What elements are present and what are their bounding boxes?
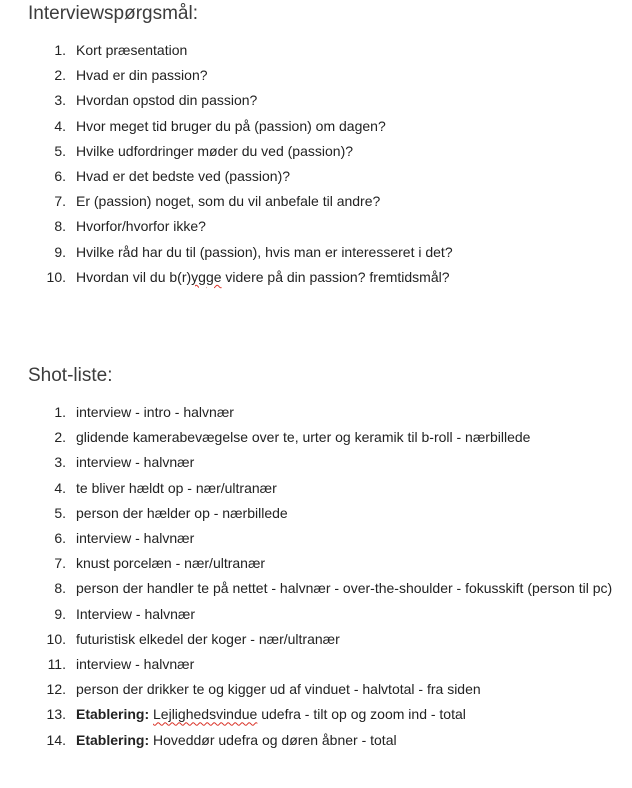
item-text: person der drikker te og kigger ud af vinduet - halvtotal - fra siden <box>76 681 481 698</box>
spellcheck-flagged-word[interactable]: Lejlighedsvindue <box>153 706 258 723</box>
item-number: 6. <box>54 168 66 185</box>
item-text: Hvordan opstod din passion? <box>76 92 258 109</box>
item-text: Hvilke udfordringer møder du ved (passion)? <box>76 142 354 159</box>
item-text: Hvor meget tid bruger du på (passion) om dagen? <box>76 117 386 134</box>
item-text: person der handler te på nettet - halvnær - over-the-shoulder - fokusskift (person til pc) <box>76 580 613 597</box>
spellcheck-flagged-word[interactable]: ygge <box>191 268 222 285</box>
item-text: Kort præsentation <box>76 42 188 58</box>
list-item <box>0 63 632 88</box>
item-bold-label: Etablering: <box>76 706 150 723</box>
list-item <box>0 265 632 290</box>
item-number: 4. <box>54 117 66 134</box>
list-item <box>0 189 632 214</box>
item-number: 10. <box>46 630 66 647</box>
item-text: Er (passion) noget, som du vil anbefale til andre? <box>76 193 381 210</box>
item-number: 5. <box>54 142 66 159</box>
item-text <box>76 265 620 290</box>
item-text: Interview - halvnær <box>76 605 196 622</box>
item-number: 10. <box>46 268 66 285</box>
item-text-rest: Hoveddør udefra og døren åbner - total <box>149 731 397 748</box>
item-text: interview - halvnær <box>76 530 195 547</box>
item-number: 13. <box>46 706 66 723</box>
shot-list <box>0 400 632 753</box>
item-number: 3. <box>54 92 66 109</box>
item-number: 6. <box>54 530 66 547</box>
list-item <box>0 576 632 601</box>
shot-list-heading: Shot-liste: <box>28 365 113 386</box>
item-text <box>76 702 620 727</box>
item-number: 11. <box>47 656 66 673</box>
list-item <box>0 652 632 677</box>
list-item <box>0 139 632 164</box>
list-item <box>0 551 632 576</box>
item-text: Hvorfor/hvorfor ikke? <box>76 218 206 235</box>
list-item <box>0 476 632 501</box>
item-text-after: videre på din passion? fremtidsmål? <box>221 268 450 285</box>
item-bold-label: Etablering: <box>76 731 150 748</box>
list-item <box>0 400 632 425</box>
list-item <box>0 240 632 265</box>
item-number: 1. <box>54 404 66 420</box>
item-text: knust porcelæn - nær/ultranær <box>76 555 266 572</box>
item-text <box>76 728 620 753</box>
item-text: interview - halvnær <box>76 656 195 673</box>
item-text: interview - intro - halvnær <box>76 404 234 420</box>
item-text: person der hælder op - nærbillede <box>76 504 288 521</box>
list-item <box>0 164 632 189</box>
list-item <box>0 450 632 475</box>
list-item <box>0 114 632 139</box>
item-number: 7. <box>54 193 66 210</box>
item-number: 8. <box>54 218 66 235</box>
item-text: futuristisk elkedel der koger - nær/ultranær <box>76 630 340 647</box>
item-text: interview - halvnær <box>76 454 195 471</box>
item-number: 9. <box>54 605 66 622</box>
item-text: Hvad er din passion? <box>76 67 208 84</box>
item-text: Hvad er det bedste ved (passion)? <box>76 168 291 185</box>
list-item <box>0 88 632 113</box>
list-item <box>0 214 632 239</box>
list-item <box>0 728 632 753</box>
item-number: 5. <box>54 504 66 521</box>
item-text: Hvilke råd har du til (passion), hvis man er interesseret i det? <box>76 243 453 260</box>
item-text-rest: udefra - tilt op og zoom ind - total <box>257 706 466 723</box>
list-item <box>0 38 632 63</box>
item-number: 7. <box>54 555 66 572</box>
item-text: glidende kamerabevægelse over te, urter og keramik til b-roll - nærbillede <box>76 429 531 446</box>
list-item <box>0 702 632 727</box>
item-text-before: Hvordan vil du b(r) <box>76 268 192 285</box>
list-item <box>0 627 632 652</box>
list-item <box>0 526 632 551</box>
item-number: 3. <box>54 454 66 471</box>
item-number: 9. <box>54 243 66 260</box>
list-item <box>0 501 632 526</box>
list-item <box>0 425 632 450</box>
item-number: 4. <box>54 479 66 496</box>
list-item <box>0 602 632 627</box>
item-number: 12. <box>46 681 66 698</box>
item-number: 8. <box>54 580 66 597</box>
item-text: te bliver hældt op - nær/ultranær <box>76 479 277 496</box>
item-number: 1. <box>54 42 66 58</box>
interview-questions-list <box>0 38 632 290</box>
item-number: 2. <box>54 429 66 446</box>
item-number: 14. <box>46 731 66 748</box>
list-item <box>0 677 632 702</box>
interview-questions-heading: Interviewspørgsmål: <box>28 3 198 24</box>
item-number: 2. <box>54 67 66 84</box>
